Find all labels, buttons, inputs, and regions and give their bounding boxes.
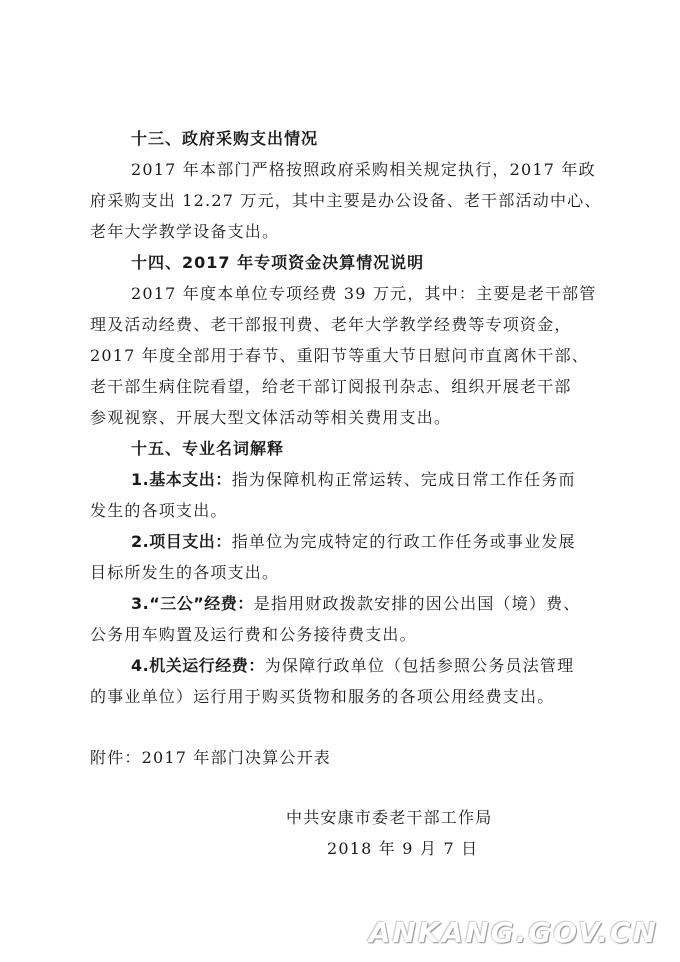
section-14-line-5: 参观视察、开展大型文体活动等相关费用支出。	[90, 408, 452, 427]
section-14-line-4: 老干部生病住院看望，给老干部订阅报刊杂志、组织开展老干部	[90, 377, 572, 396]
term-project-expense-cont: 目标所发生的各项支出。	[90, 563, 280, 582]
term-operating-expense-cont: 的事业单位）运行用于购买货物和服务的各项公用经费支出。	[90, 687, 555, 706]
section-13-line-3: 老年大学教学设备支出。	[90, 222, 280, 241]
section-13-heading: 十三、政府采购支出情况	[131, 129, 319, 148]
term-definition: 指为保障机构正常运转、完成日常工作任务而	[231, 470, 576, 489]
section-13-line-1: 2017 年本部门严格按照政府采购相关规定执行，2017 年政	[131, 160, 596, 179]
signature-date: 2018 年 9 月 7 日	[327, 839, 479, 858]
attachment-note: 附件：2017 年部门决算公开表	[90, 748, 332, 767]
section-14-line-1: 2017 年度本单位专项经费 39 万元，其中：主要是老干部管	[131, 284, 597, 303]
term-basic-expense	[131, 467, 576, 490]
term-operating-expense	[131, 653, 574, 676]
site-watermark: ANKANG.GOV.CN	[368, 916, 658, 949]
term-label: 4.机关运行经费：	[131, 656, 265, 675]
section-14-line-2: 理及活动经费、老干部报刊费、老年大学教学经费等专项资金，	[90, 315, 572, 334]
term-three-public	[131, 591, 581, 614]
term-label: 3.“三公”经费：	[131, 594, 254, 613]
term-label: 2.项目支出：	[131, 532, 232, 551]
term-three-public-cont: 公务用车购置及运行费和公务接待费支出。	[90, 625, 417, 644]
section-13-line-2: 府采购支出 12.27 万元，其中主要是办公设备、老干部活动中心、	[90, 191, 602, 210]
section-15-heading: 十五、专业名词解释	[131, 439, 285, 458]
section-14-line-3: 2017 年度全部用于春节、重阳节等重大节日慰问市直离休干部、	[90, 346, 590, 365]
section-14-heading: 十四、2017 年专项资金决算情况说明	[131, 253, 425, 272]
term-project-expense	[131, 529, 576, 552]
term-basic-expense-cont: 发生的各项支出。	[90, 501, 228, 520]
term-definition: 指单位为完成特定的行政工作任务或事业发展	[231, 532, 576, 551]
term-label: 1.基本支出：	[131, 470, 232, 489]
term-definition: 是指用财政拨款安排的因公出国（境）费、	[253, 594, 581, 613]
signature-org: 中共安康市委老干部工作局	[286, 808, 493, 827]
term-definition: 为保障行政单位（包括参照公务员法管理	[264, 656, 575, 675]
